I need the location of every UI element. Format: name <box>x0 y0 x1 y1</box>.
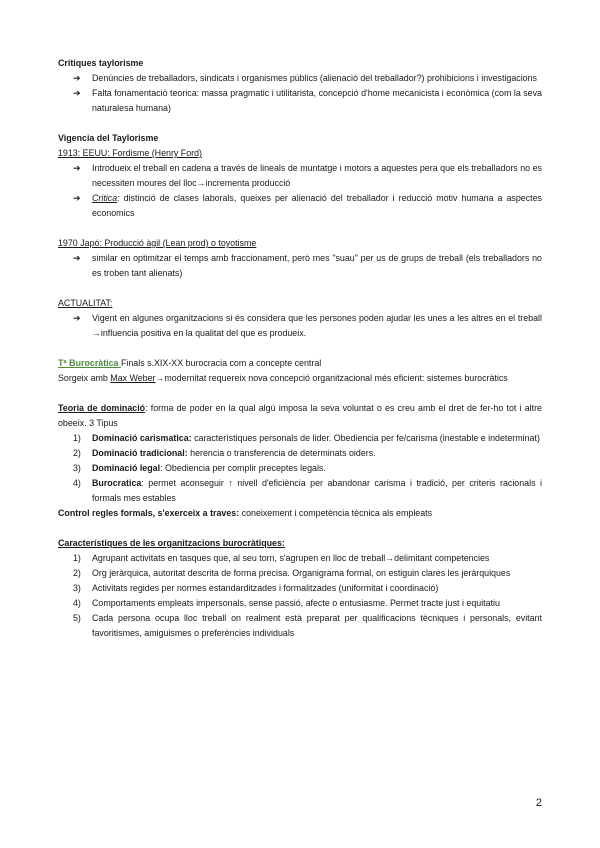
arrow-icon: ➔ <box>73 163 81 173</box>
fordisme-title: 1913: EEUU: Fordisme (Henry Ford) <box>58 148 203 158</box>
list-item: ➔ Vigent en algunes organitzacions si és considera que les persones poden ajudar les unes a les altres en el treball →influencia positiva en la qualitat del que es produeix. <box>73 313 542 338</box>
weber-name: Max Weber <box>110 373 156 383</box>
document-page <box>58 56 542 641</box>
arrow-icon: ➔ <box>73 73 81 83</box>
list-item: 2) Org jeràrquica, autoritat descrita de forma precisa. Organigrama formal, on estiguin clares les jeràrquiques <box>73 568 511 578</box>
list-item: ➔ Introdueix el treball en cadena a través de lineals de muntatge i motors a aquestes pera que els treballadors no es necessiten moures del lloc→incrementa producció <box>73 163 542 188</box>
list-item: 1) Dominació carismatica: característiques personals de lider. Obediencia per fe/carisma (inestable e indeterminat) <box>73 433 540 443</box>
toyotisme-list <box>58 251 542 281</box>
list-item: 3) Dominació legal: Obediencia per complir preceptes legals. <box>73 463 326 473</box>
burocratica-title: Tª Burocràtica <box>58 358 121 368</box>
arrow-icon: ➔ <box>73 313 81 323</box>
vigencia-heading: Vigencia del Taylorisme <box>58 133 159 143</box>
dominacio-label: Teoria de dominació <box>58 403 146 413</box>
critica-label: Critica <box>92 193 118 203</box>
dominacio-definition: Teoria de dominació: forma de poder en la qual algú imposa la seva voluntat o es creu amb el dret de fer-ho tot i altre obeeix. 3 Tipus <box>58 403 542 428</box>
list-item: ➔ Falta fonamentació teorica: massa pragmatic i utilitarista, concepció d'home mecanicista i econòmica (com la seva naturalesa humana) <box>73 88 542 113</box>
list-item: ➔ Denúncies de treballadors, sindicats i organismes públics (alienació del treballador?) prohibicions i investigacions <box>92 71 542 86</box>
list-item: 1) Agrupant activitats en tasques que, al seu torn, s'agrupen en lloc de treball→delimitant competencies <box>73 553 490 563</box>
page-number: 2 <box>535 797 542 809</box>
list-item: 5) Cada persona ocupa lloc treball on realment està preparat per qualificacions tècniques i personals, evitant favoritismes, amiguismes o preferències individuals <box>73 613 542 638</box>
dominacio-list <box>58 431 542 506</box>
critiques-heading: Crítiques taylorisme <box>58 58 144 68</box>
caracteristiques-heading: Característiques de les organitzacions burocràtiques: <box>58 538 285 548</box>
toyotisme-title: 1970 Japó: Producció àgil (Lean prod) o toyotisme <box>58 238 257 248</box>
weber-line: Sorgeix amb Max Weber→modernitat requereix nova concepció organitzacional més eficient: sistemes burocràtics <box>58 373 508 383</box>
arrow-icon: ➔ <box>73 193 81 203</box>
arrow-icon: ➔ <box>73 88 81 98</box>
actualitat-heading: ACTUALITAT: <box>58 298 113 308</box>
burocratica-title-line: Tª Burocràtica Finals s.XIX-XX burocracia com a concepte central <box>58 358 322 368</box>
caracteristiques-list <box>58 551 542 641</box>
fordisme-list <box>58 161 542 221</box>
actualitat-list <box>58 311 542 341</box>
list-item: 3) Activitats regides per normes estandarditzades i formalitzades (uniformitat i coordinació) <box>73 583 439 593</box>
list-item: ➔ similar en optimitzar el temps amb fraccionament, però mes "suau" per us de grups de treball (els treballadors no es troben tant alienats) <box>73 253 542 278</box>
list-item: 4) Burocratica: permet aconseguir ↑ nivell d'eficiència per abandonar carisma i tradició, per criteris racionals i formals mes estables <box>73 478 542 503</box>
list-item: ➔ Critica: distinció de clases laborals, queixes per alienació del treballador i reducció motiv humana a aspectes economics <box>73 193 542 218</box>
control-line: Control regles formals, s'exerceix a traves: coneixement i competència tècnica als empleats <box>58 508 433 518</box>
list-item: 2) Dominació tradicional: herencia o transferencia de determinats oiders. <box>73 448 376 458</box>
critiques-list <box>58 71 542 116</box>
list-item: 4) Comportaments empleats impersonals, sense passió, afecte o entusiasme. Permet tracte just i equitatiu <box>73 598 500 608</box>
arrow-icon: ➔ <box>73 253 81 263</box>
